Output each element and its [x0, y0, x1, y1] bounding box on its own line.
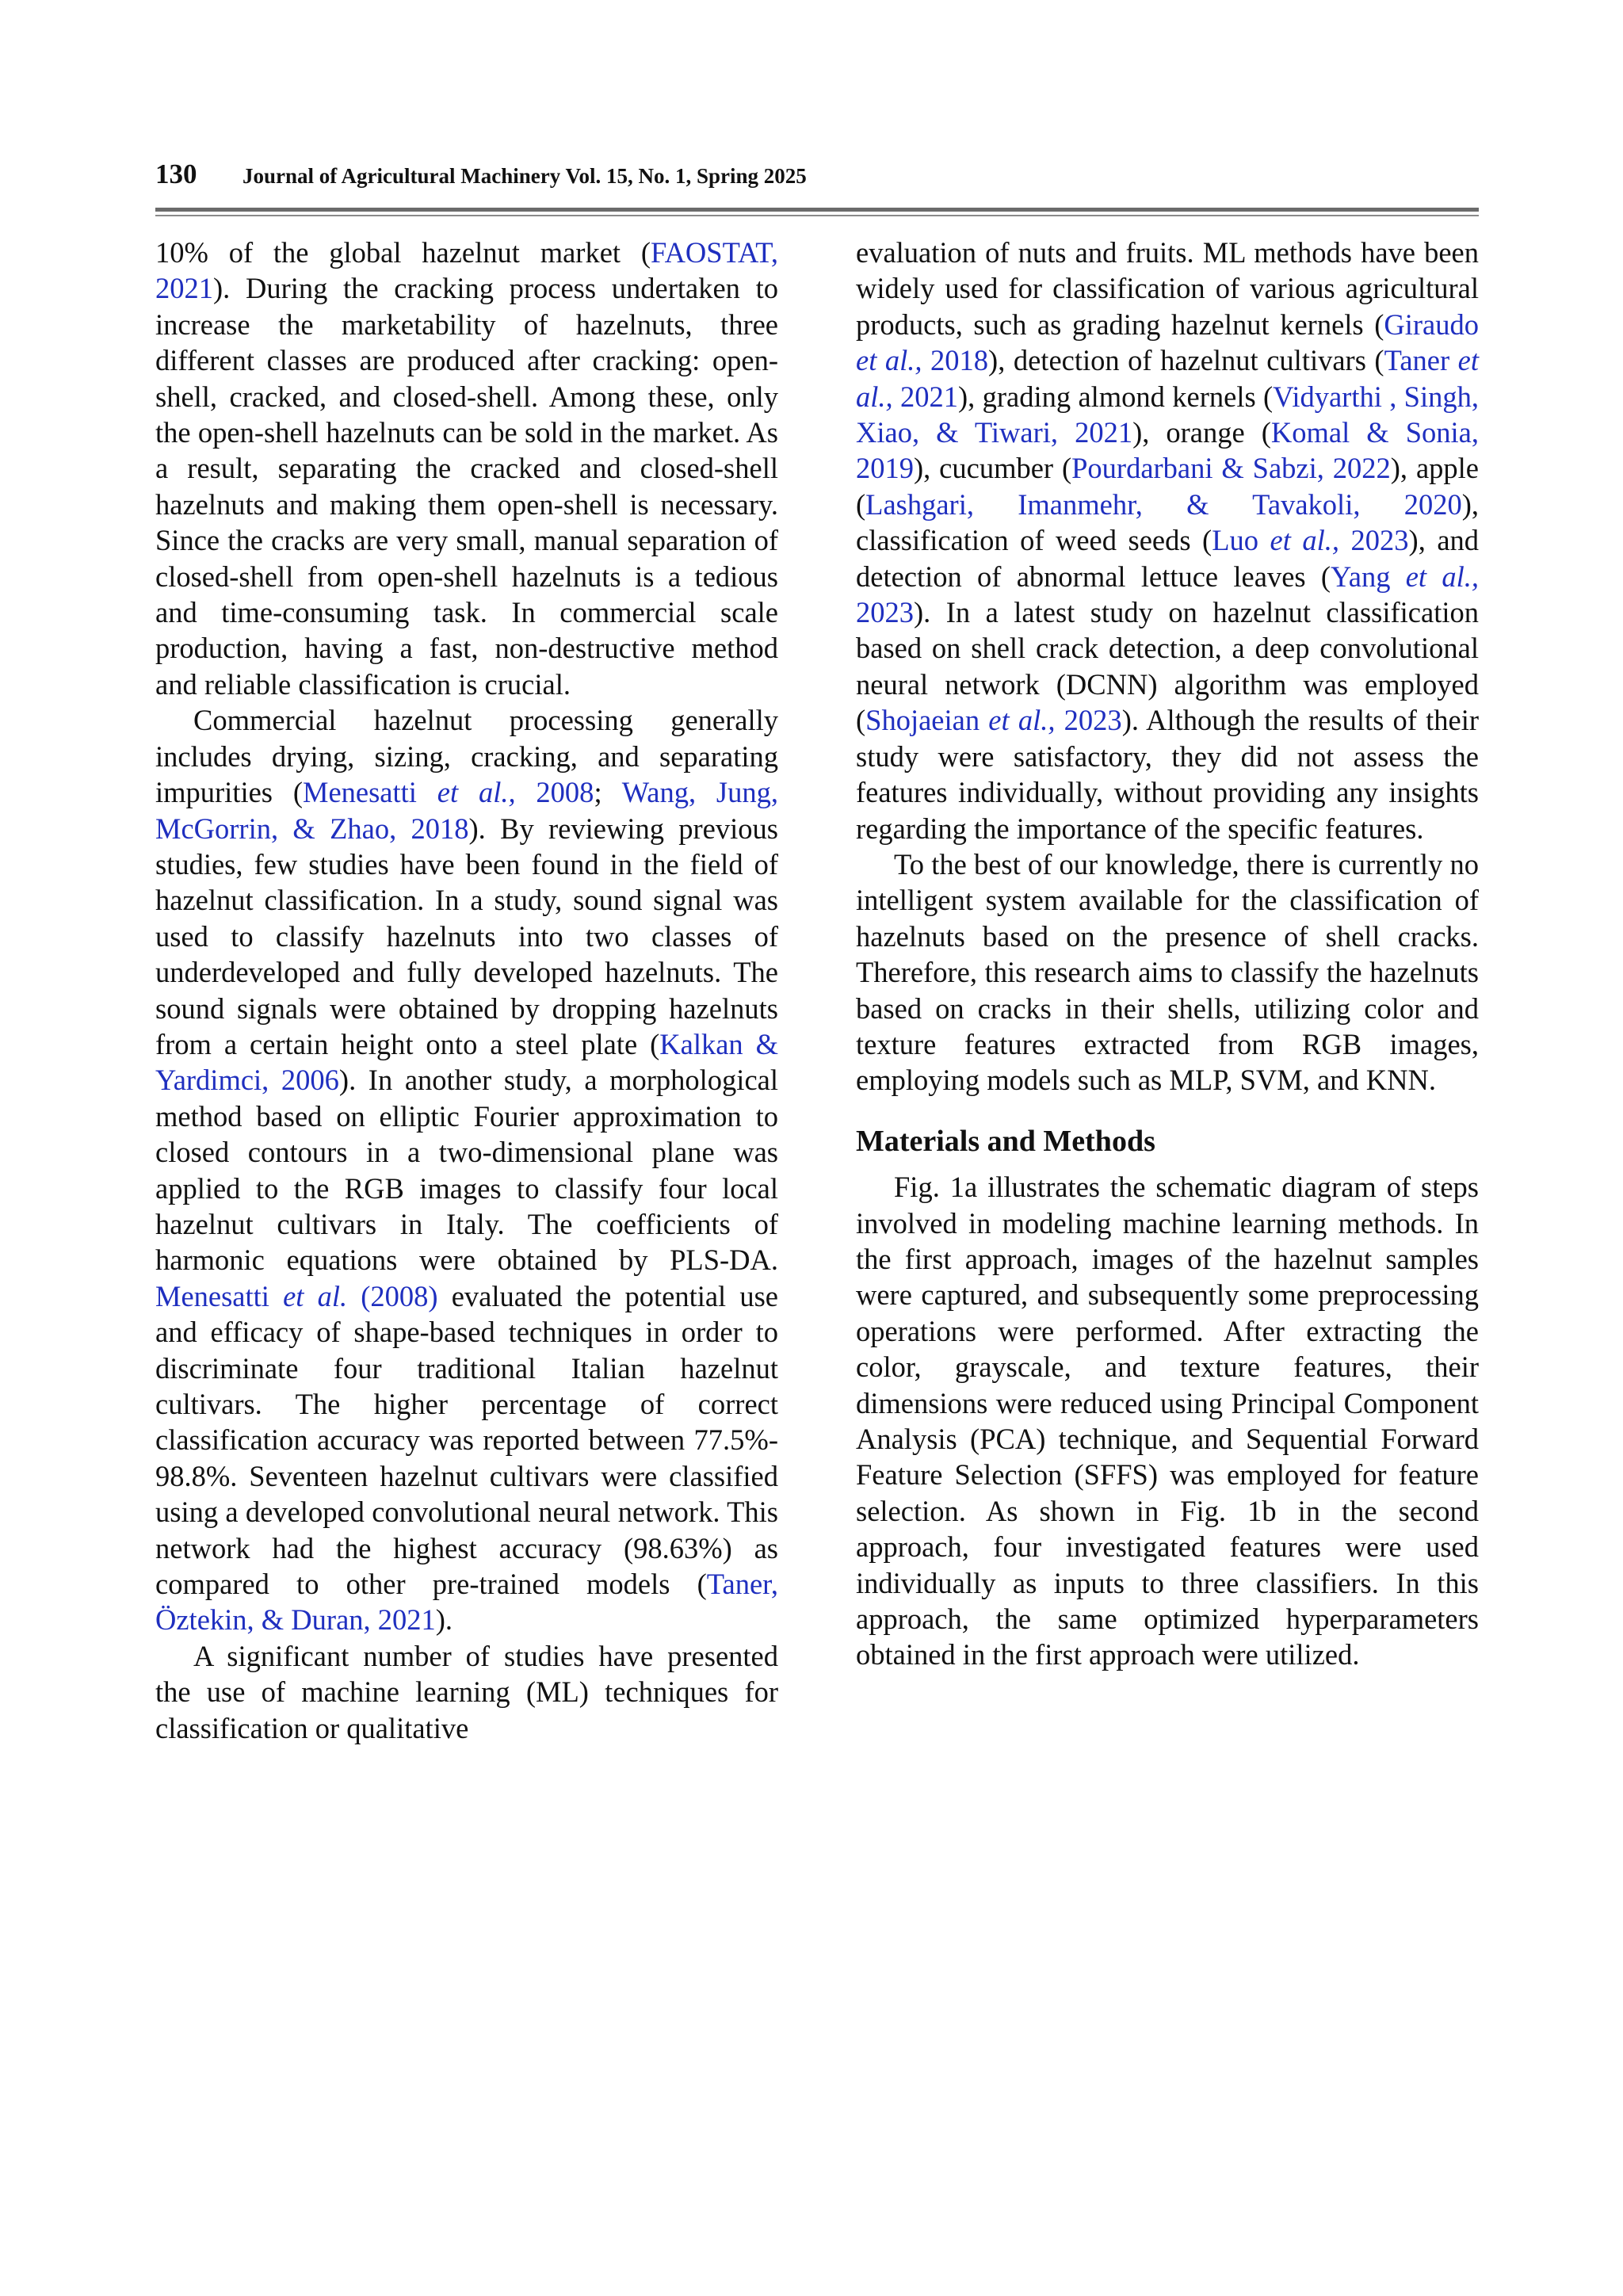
header-rule-thick — [155, 208, 1479, 212]
citation-link[interactable]: FAOSTAT, 2021 — [155, 236, 778, 305]
citation-link[interactable]: Komal & Sonia, 2019 — [856, 416, 1479, 485]
journal-title: Journal of Agricultural Machinery Vol. 15, No. 1, Spring 2025 — [242, 164, 807, 188]
citation-link[interactable]: Yang et al., 2023 — [856, 560, 1479, 629]
citation-link[interactable]: Menesatti et al., 2008 — [303, 776, 594, 809]
citation-link[interactable]: Menesatti et al. (2008) — [155, 1279, 438, 1312]
citation-link[interactable]: Giraudo et al., 2018 — [856, 308, 1479, 377]
page-header — [155, 155, 1479, 203]
citation-link[interactable]: Taner et al., 2021 — [856, 344, 1480, 413]
citation-link[interactable]: Wang, Jung, McGorrin, & Zhao, 2018 — [155, 776, 779, 845]
citation-link[interactable]: Lashgari, Imanmehr, & Tavakoli, 2020 — [865, 487, 1462, 521]
section-heading: Materials and Methods — [856, 1124, 1155, 1158]
citation-link[interactable]: Luo et al., 2023 — [1212, 524, 1409, 557]
citation-link[interactable]: Kalkan & Yardimci, 2006 — [155, 1027, 778, 1097]
paragraph-methods: Fig. 1a illustrates the schematic diagram of steps involved in modeling machine learning methods. In the first approach, images of the hazelnut samples were captured, and subsequently some preprocessing operations were performed. After extracting the color, grayscale, and texture features, their dimensions were reduced using Principal Component Analysis (PCA) technique, and Sequential Forward Feature Selection (SFFS) was employed for feature selection. As shown in Fig. 1b in the second approach, four investigated features were used individually as inputs to three classifiers. In this approach, the same optimized hyperparameters obtained in the first approach were utilized. — [856, 1171, 1479, 1671]
paragraph-ml-methods: evaluation of nuts and fruits. ML methods have been widely used for classification of various agricultural products, such as grading hazelnut kernels (Giraudo et al., 2018), detection of hazelnut cultivars (Taner et al., 2021), grading almond kernels (Vidyarthi , Singh, Xiao, & Tiwari, 2021), orange (Komal & Sonia, 2019), cucumber (Pourdarbani & Sabzi, 2022), apple (Lashgari, Imanmehr, & Tavakoli, 2020), classification of weed seeds (Luo et al., 2023), and detection of abnormal lettuce leaves (Yang et al., 2023). In a latest study on hazelnut classification based on shell crack detection, a deep convolutional neural network (DCNN) algorithm was employed (Shojaeian et al., 2023). Although the results of their study were satisfactory, they did not assess the features individually, without providing any insights regarding the importance of the specific features. — [856, 236, 1480, 845]
header-rule-thin — [155, 215, 1479, 216]
citation-link[interactable]: Shojaeian et al., 2023 — [865, 704, 1122, 737]
citation-link[interactable]: Vidyarthi , Singh, Xiao, & Tiwari, 2021 — [856, 380, 1479, 449]
page-number: 130 — [155, 159, 197, 189]
paragraph-research-aim: To the best of our knowledge, there is currently no intelligent system available for the classification of hazelnuts based on the presence of shell cracks. Therefore, this research aims to classify the hazelnuts based on cracks in their shells, utilizing color and texture features extracted from RGB images, employing models such as MLP, SVM, and KNN. — [856, 847, 1479, 1097]
right-column — [856, 235, 1479, 1673]
paragraph-ml-intro: A significant number of studies have presented the use of machine learning (ML) techniques for classification or qualitative — [155, 1639, 778, 1744]
citation-link[interactable]: Pourdarbani & Sabzi, 2022 — [1071, 452, 1391, 485]
citation-link[interactable]: Taner, Öztekin, & Duran, 2021 — [155, 1568, 778, 1637]
left-column — [155, 235, 778, 1746]
paragraph-market: 10% of the global hazelnut market (FAOSTAT, 2021). During the cracking process undertaken to increase the marketability of hazelnuts, three different classes are produced after cracking: open-shell, cracked, and closed-shell. Among these, only the open-shell hazelnuts can be sold in the market. As a result, separating the cracked and closed-shell hazelnuts and making them open-shell is necessary. Since the cracks are very small, manual separation of closed-shell from open-shell hazelnuts is a tedious and time-consuming task. In commercial scale production, having a fast, non-destructive method and reliable classification is crucial. — [155, 236, 778, 701]
paragraph-processing: Commercial hazelnut processing generally includes drying, sizing, cracking, and separating impurities (Menesatti et al., 2008; Wang, Jung, McGorrin, & Zhao, 2018). By reviewing previous studies, few studies have been found in the field of hazelnut classification. In a study, sound signal was used to classify hazelnuts into two classes of underdeveloped and fully developed hazelnuts. The sound signals were obtained by dropping hazelnuts from a certain height onto a steel plate (Kalkan & Yardimci, 2006). In another study, a morphological method based on elliptic Fourier approximation to closed contours in a two-dimensional plane was applied to the RGB images to classify four local hazelnut cultivars in Italy. The coefficients of harmonic equations were obtained by PLS-DA. Menesatti et al. (2008) evaluated the potential use and efficacy of shape-based techniques in order to discriminate four traditional Italian hazelnut cultivars. The higher percentage of correct classification accuracy was reported between 77.5%- 98.8%. Seventeen hazelnut cultivars were classified using a developed convolutional neural network. This network had the highest accuracy (98.63%) as compared to other pre-trained models (Taner, Öztekin, & Duran, 2021). — [155, 704, 779, 1637]
